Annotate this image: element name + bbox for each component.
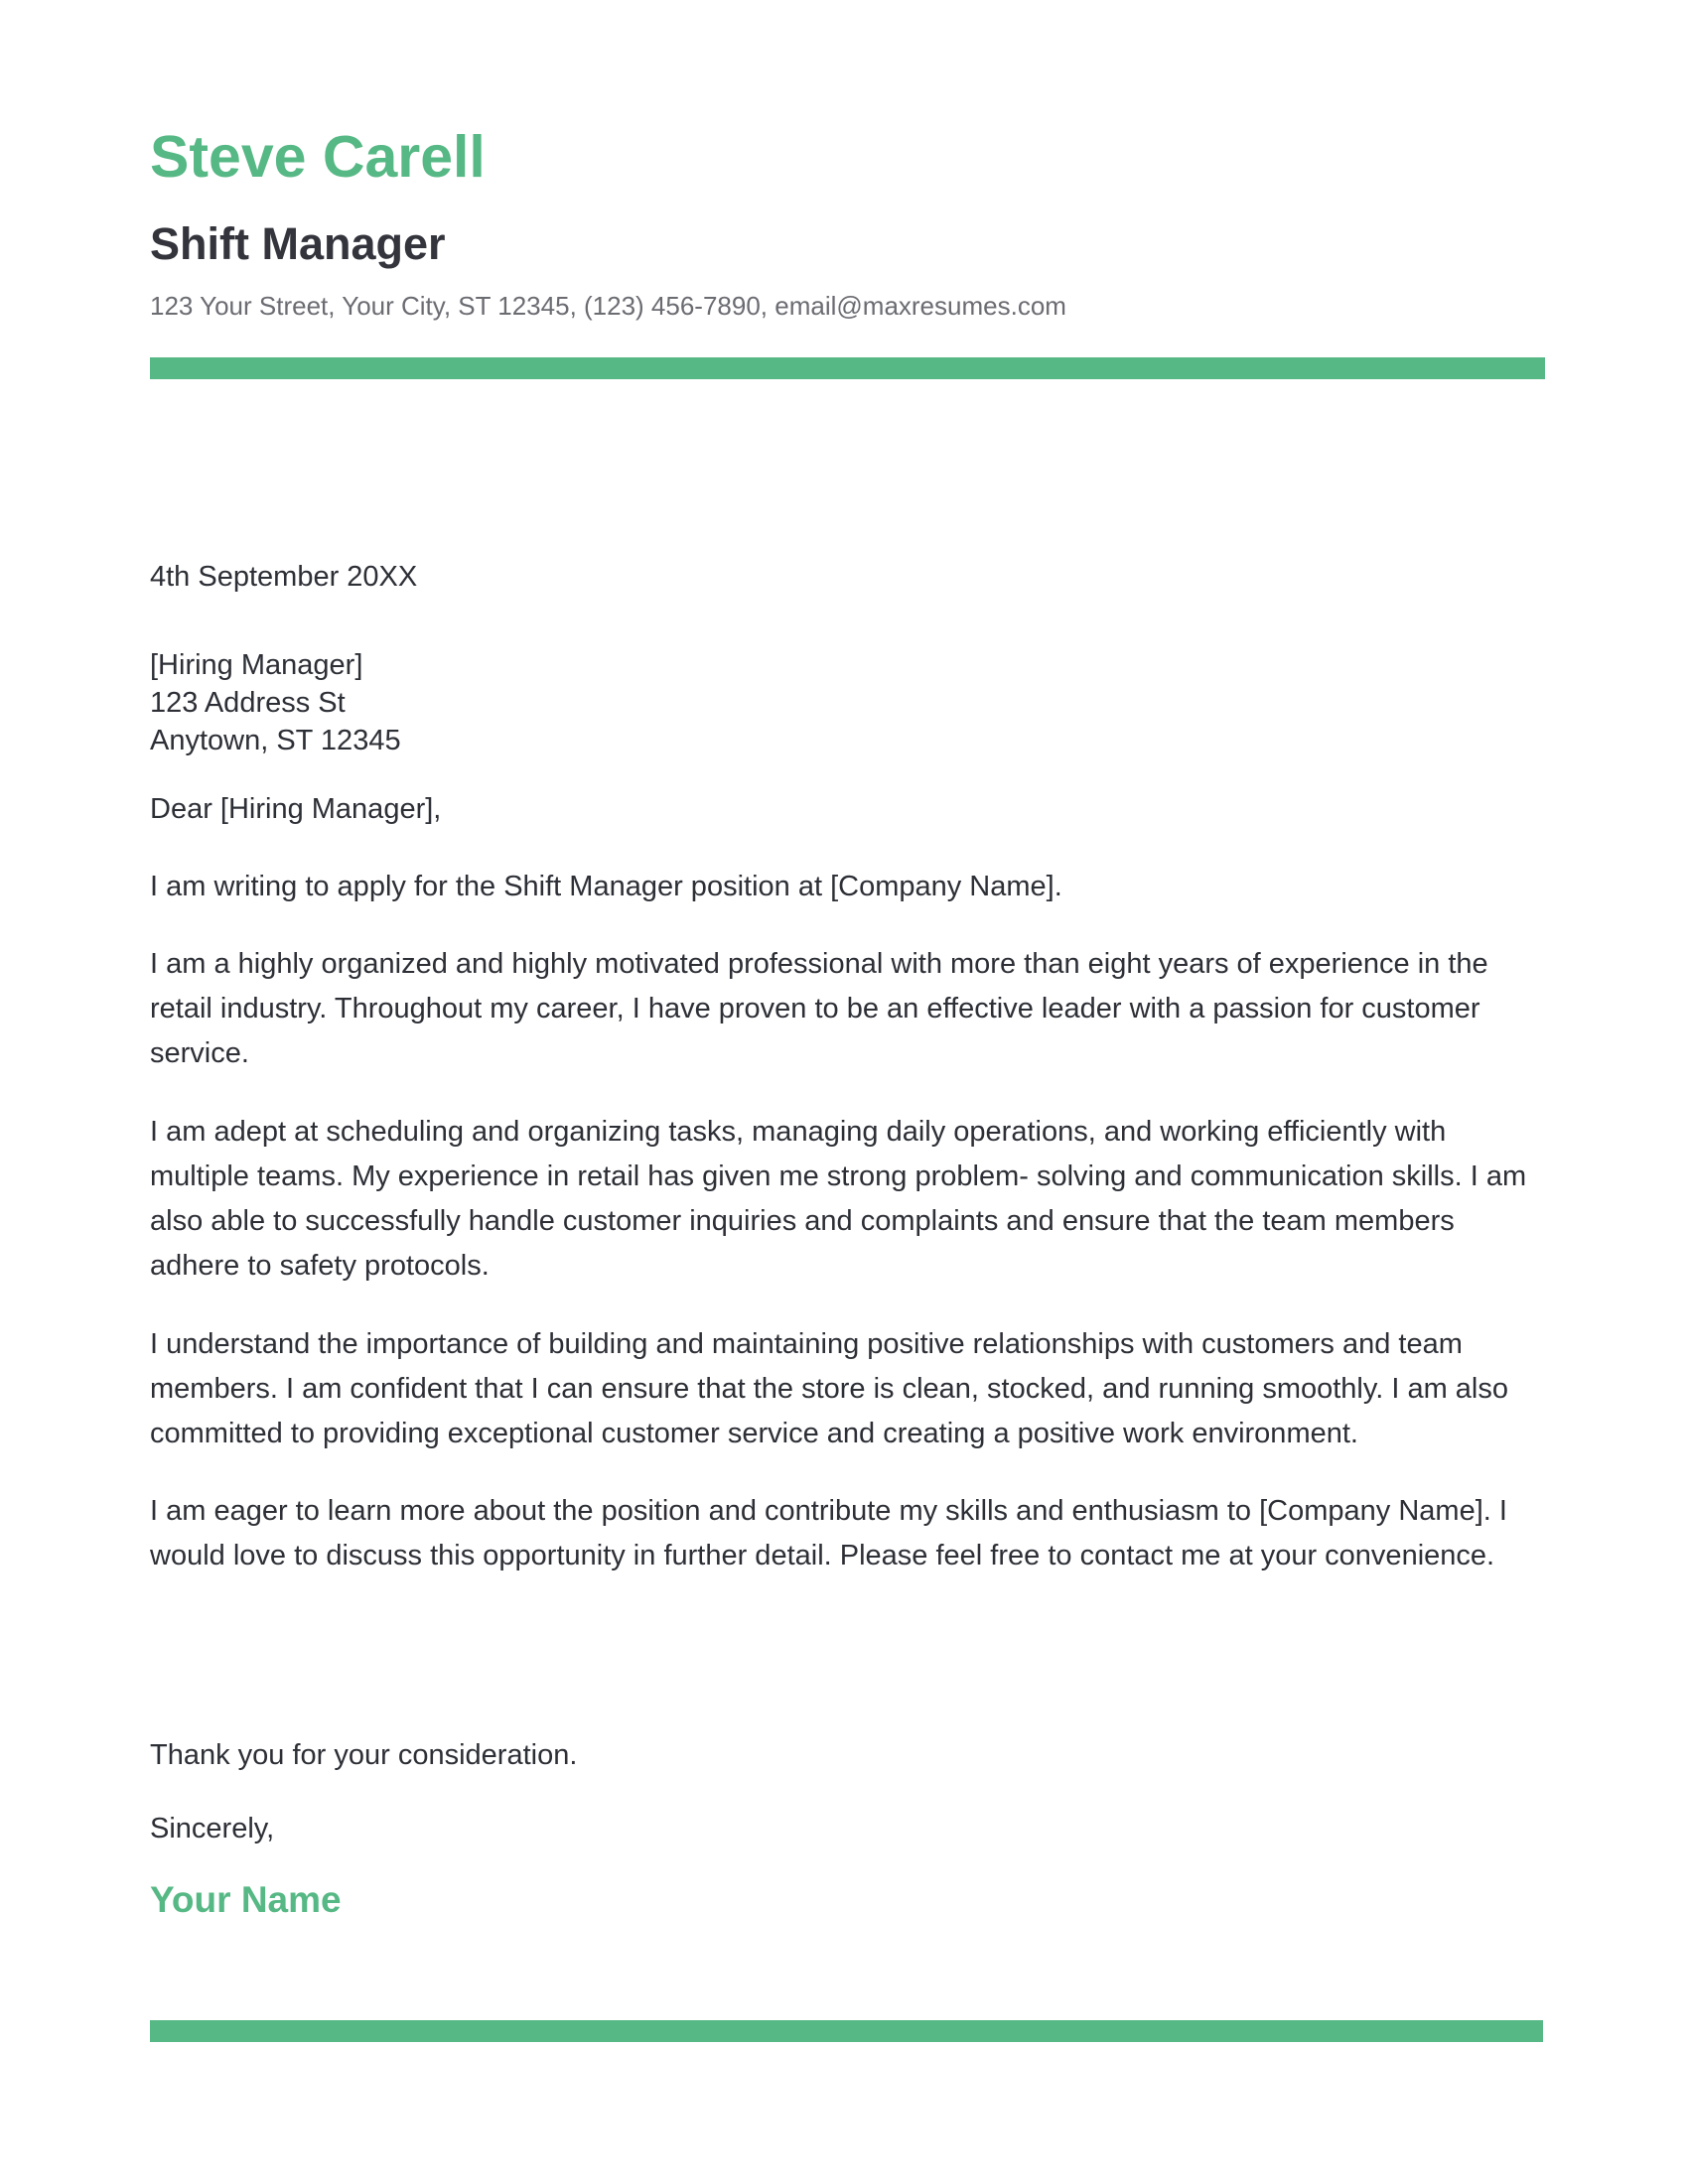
body-paragraph: I understand the importance of building and maintaining positive relationships with customers and team members. I am confident that I can ensure that the store is clean, stocked, and running smoothly. I am also committed to providing exceptional customer service and creating a positive work environment. xyxy=(150,1328,1508,1449)
closing: Sincerely, xyxy=(150,1813,275,1844)
contact-info: 123 Your Street, Your City, ST 12345, (123) 456-7890, email@maxresumes.com xyxy=(150,291,1066,321)
salutation: Dear [Hiring Manager], xyxy=(150,793,442,825)
recipient-line: 123 Address St xyxy=(150,687,346,719)
applicant-name: Steve Carell xyxy=(150,124,486,190)
header-divider xyxy=(150,357,1545,379)
body-paragraph: I am adept at scheduling and organizing tasks, managing daily operations, and working efficiently with multiple teams. My experience in retail has given me strong problem- solving and communication skills. I am also able to successfully handle customer inquiries and complaints and ensure that the team members adhere to safety protocols. xyxy=(150,1116,1527,1282)
signature-name: Your Name xyxy=(150,1879,342,1920)
recipient-line: [Hiring Manager] xyxy=(150,649,363,681)
letter-date: 4th September 20XX xyxy=(150,561,418,593)
body-paragraph: I am a highly organized and highly motivated professional with more than eight years of experience in the retail industry. Throughout my career, I have proven to be an effective leader with a passion for customer service. xyxy=(150,948,1488,1069)
body-paragraph: I am eager to learn more about the position and contribute my skills and enthusiasm to [Company Name]. I would love to discuss this opportunity in further detail. Please feel free to contact me at your convenience. xyxy=(150,1495,1507,1571)
recipient-address xyxy=(150,646,1545,759)
closing-thanks: Thank you for your consideration. xyxy=(150,1739,578,1771)
footer-divider xyxy=(150,2020,1543,2042)
job-title: Shift Manager xyxy=(150,218,446,269)
body-paragraph: I am writing to apply for the Shift Manager position at [Company Name]. xyxy=(150,871,1062,902)
recipient-line: Anytown, ST 12345 xyxy=(150,725,401,756)
